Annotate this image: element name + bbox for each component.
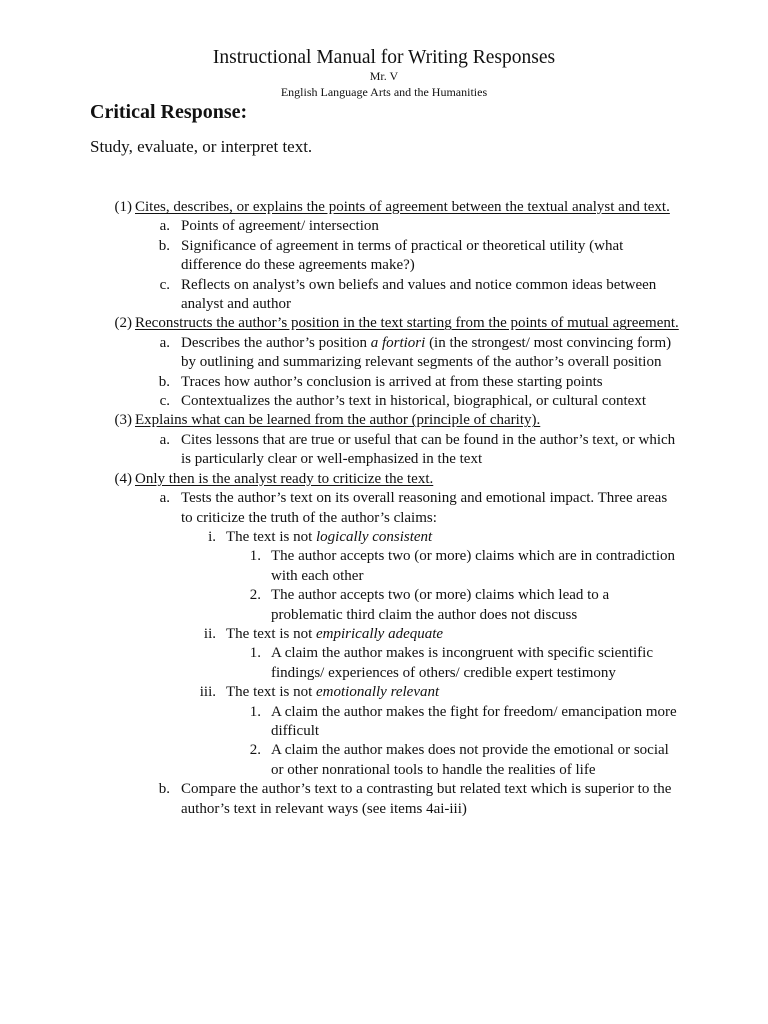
item-emphasis: emotionally relevant bbox=[316, 684, 440, 701]
outline-item-4aii1 bbox=[0, 644, 768, 683]
outline-item-4aiii bbox=[0, 683, 768, 702]
item-text: Reconstructs the author’s position in the text starting from the points of mutual agreement. bbox=[135, 315, 679, 332]
item-text-part: Describes the author’s position bbox=[181, 334, 371, 351]
item-marker: b. bbox=[158, 237, 170, 254]
section-definition: Study, evaluate, or interpret text. bbox=[90, 137, 313, 156]
item-text-part: (in the strongest/ most convincing form) by outlining and summarizing relevant segments of the author’s overall position bbox=[181, 334, 672, 371]
outline-item-4 bbox=[0, 470, 768, 489]
item-text: Compare the author’s text to a contrasting but related text which is superior to the author’s text in relevant ways (see items 4ai-iii) bbox=[181, 781, 672, 817]
item-text: Points of agreement/ intersection bbox=[181, 218, 379, 235]
item-marker: 2. bbox=[249, 742, 261, 759]
item-marker: 1. bbox=[249, 645, 261, 662]
item-marker: (1) bbox=[114, 199, 132, 215]
outline-item-1b bbox=[0, 237, 768, 276]
item-text: Contextualizes the author’s text in historical, biographical, or cultural context bbox=[181, 393, 647, 410]
outline-item-4ai2 bbox=[0, 586, 768, 625]
outline-item-2b bbox=[0, 373, 768, 392]
item-marker: i. bbox=[208, 528, 216, 545]
item-marker: b. bbox=[158, 781, 170, 798]
item-marker: 1. bbox=[249, 703, 261, 720]
item-marker: a. bbox=[159, 334, 170, 351]
item-text bbox=[226, 683, 681, 702]
item-text bbox=[226, 625, 681, 644]
item-text: A claim the author makes the fight for freedom/ emancipation more difficult bbox=[271, 703, 677, 739]
outline-item-1c bbox=[0, 276, 768, 315]
course-name: English Language Arts and the Humanities bbox=[280, 85, 488, 99]
item-text-part: The text is not bbox=[226, 625, 316, 642]
outline-item-3a bbox=[0, 431, 768, 470]
item-text: Cites, describes, or explains the points of agreement between the textual analyst and text. bbox=[135, 199, 670, 215]
outline-item-4ai1 bbox=[0, 547, 768, 586]
outline-item-2a bbox=[0, 334, 768, 373]
item-marker: 2. bbox=[249, 587, 261, 604]
item-marker: ii. bbox=[203, 625, 216, 642]
item-marker: (2) bbox=[114, 315, 132, 332]
item-marker: (3) bbox=[114, 412, 132, 429]
item-text: Traces how author’s conclusion is arrived at from these starting points bbox=[181, 373, 603, 390]
item-text: The author accepts two (or more) claims which are in contradiction with each other bbox=[271, 548, 676, 584]
item-marker: a. bbox=[159, 431, 170, 448]
item-text-part: The text is not bbox=[226, 684, 316, 701]
item-marker: iii. bbox=[199, 684, 216, 701]
outline-item-2 bbox=[0, 314, 768, 333]
outline-item-4b bbox=[0, 780, 768, 819]
outline-list bbox=[0, 198, 768, 819]
item-text: A claim the author makes is incongruent with specific scientific findings/ experiences of others/ credible expert testimony bbox=[271, 645, 653, 681]
item-text: Reflects on analyst’s own beliefs and values and notice common ideas between analyst and author bbox=[181, 276, 657, 313]
item-emphasis: a fortiori bbox=[370, 334, 426, 351]
item-text: Tests the author’s text on its overall reasoning and emotional impact. Three areas to criticize the truth of the author’s claims: bbox=[181, 490, 668, 526]
item-text: Significance of agreement in terms of practical or theoretical utility (what difference do these agreements make?) bbox=[181, 237, 624, 274]
item-marker: c. bbox=[159, 276, 170, 293]
item-text: A claim the author makes does not provide the emotional or social or other nonrational tools to handle the realities of life bbox=[271, 742, 669, 778]
outline-item-3 bbox=[0, 411, 768, 430]
item-text bbox=[226, 528, 681, 547]
item-marker: 1. bbox=[249, 548, 261, 565]
outline-item-2c bbox=[0, 392, 768, 411]
outline-item-4ai bbox=[0, 528, 768, 547]
outline-item-1a bbox=[0, 217, 768, 236]
outline-item-4aii bbox=[0, 625, 768, 644]
item-marker: b. bbox=[158, 373, 170, 390]
item-text: The author accepts two (or more) claims which lead to a problematic third claim the author does not discuss bbox=[271, 587, 610, 623]
item-text: Explains what can be learned from the author (principle of charity). bbox=[135, 412, 541, 429]
item-marker: a. bbox=[159, 218, 170, 235]
item-text bbox=[181, 334, 681, 373]
item-emphasis: empirically adequate bbox=[316, 625, 444, 642]
document-title: Instructional Manual for Writing Responses bbox=[212, 47, 556, 68]
item-text-part: The text is not bbox=[226, 528, 316, 545]
item-text: Cites lessons that are true or useful that can be found in the author’s text, or which is particularly clear or well-emphasized in the text bbox=[181, 431, 676, 468]
item-marker: c. bbox=[159, 393, 170, 410]
outline-item-4aiii1 bbox=[0, 703, 768, 742]
item-marker: (4) bbox=[114, 470, 132, 487]
item-text: Only then is the analyst ready to criticize the text. bbox=[135, 470, 434, 487]
item-marker: a. bbox=[159, 490, 170, 507]
author-name: Mr. V bbox=[369, 69, 399, 83]
outline-item-4aiii2 bbox=[0, 741, 768, 780]
section-heading: Critical Response: bbox=[90, 101, 248, 123]
item-emphasis: logically consistent bbox=[316, 528, 433, 545]
outline-item-4a bbox=[0, 489, 768, 528]
outline-item-1 bbox=[0, 198, 768, 217]
